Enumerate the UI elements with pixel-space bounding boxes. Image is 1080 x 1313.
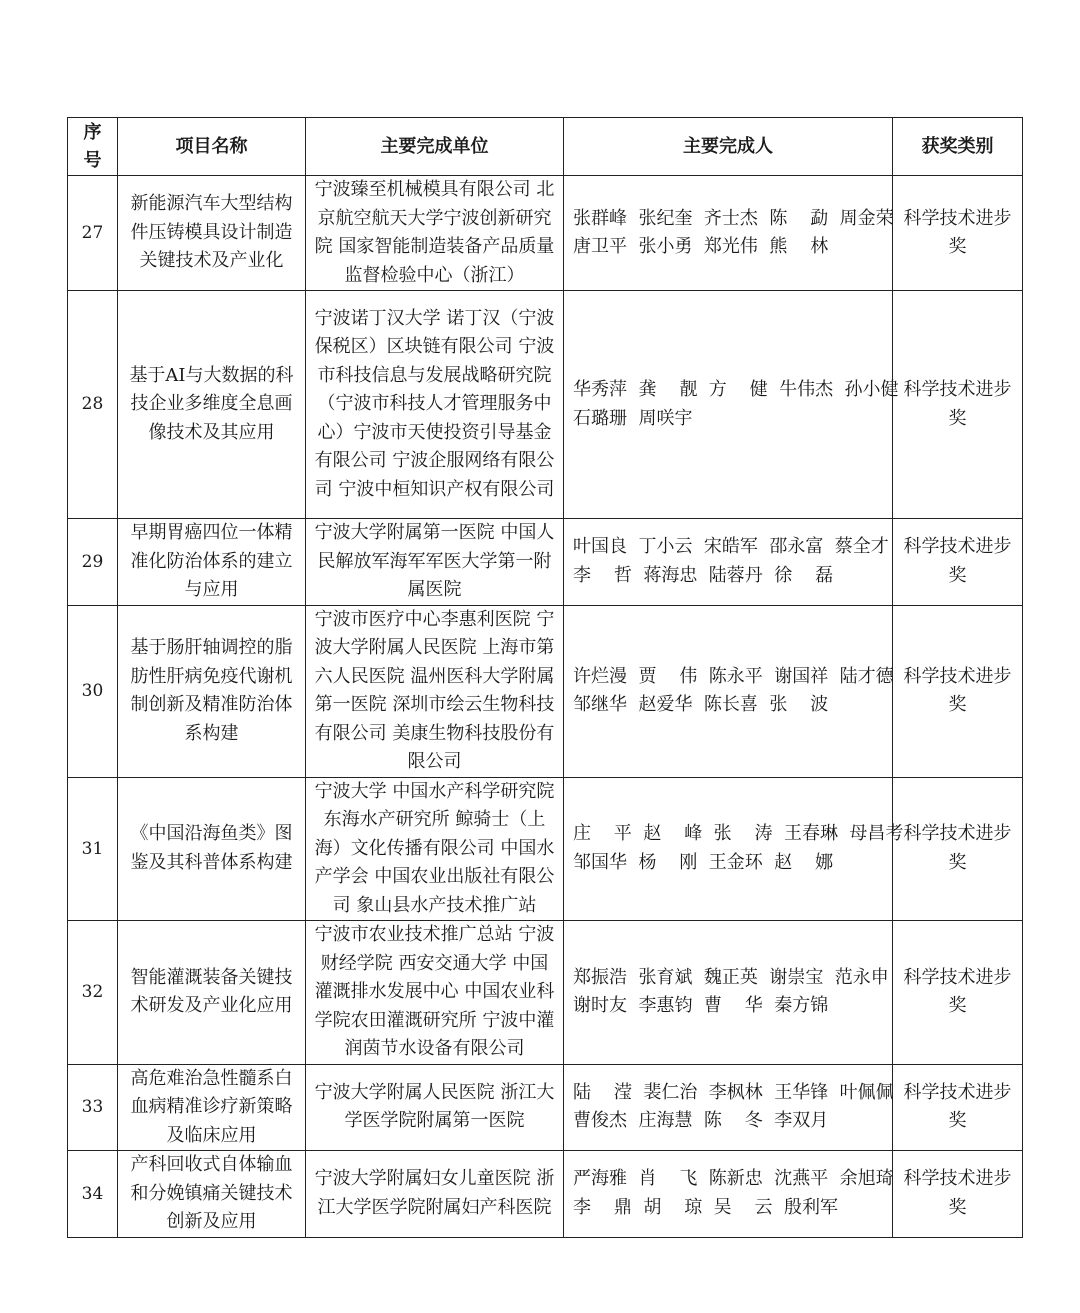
people-line: 庄 平 赵 峰 张 涛 王春琳 母昌考 bbox=[573, 823, 904, 845]
row-project-name: 早期胃癌四位一体精准化防治体系的建立与应用 bbox=[118, 519, 306, 606]
row-seq: 32 bbox=[68, 921, 118, 1065]
table-row bbox=[68, 519, 1023, 606]
row-units: 宁波市医疗中心李惠利医院 宁波大学附属人民医院 上海市第六人民医院 温州医科大学附属第一医院 深圳市绘云生物科技有限公司 美康生物科技股份有限公司 bbox=[306, 605, 564, 777]
row-seq: 27 bbox=[68, 176, 118, 291]
row-units: 宁波大学附属人民医院 浙江大学医学院附属第一医院 bbox=[306, 1064, 564, 1151]
row-category: 科学技术进步奖 bbox=[893, 605, 1023, 777]
header-category: 获奖类别 bbox=[893, 118, 1023, 176]
row-project-name: 智能灌溉装备关键技术研发及产业化应用 bbox=[118, 921, 306, 1065]
row-seq: 29 bbox=[68, 519, 118, 606]
people-line: 邹国华 杨 刚 王金环 赵 娜 bbox=[573, 851, 834, 873]
award-table bbox=[67, 117, 1023, 1238]
people-line: 华秀萍 龚 靓 方 健 牛伟杰 孙小健 bbox=[573, 379, 899, 400]
people-line: 邹继华 赵爱华 陈长喜 张 波 bbox=[573, 694, 829, 715]
row-people bbox=[564, 176, 893, 291]
row-category: 科学技术进步奖 bbox=[893, 519, 1023, 606]
row-seq: 33 bbox=[68, 1064, 118, 1151]
table-row bbox=[68, 605, 1023, 777]
header-project-name: 项目名称 bbox=[118, 118, 306, 176]
people-line: 李 哲 蒋海忠 陆蓉丹 徐 磊 bbox=[573, 564, 834, 586]
people-line: 郑振浩 张育斌 魏正英 谢崇宝 范永申 bbox=[573, 966, 889, 988]
row-units: 宁波市农业技术推广总站 宁波财经学院 西安交通大学 中国灌溉排水发展中心 中国农业科学院农田灌溉研究所 宁波中灌润茵节水设备有限公司 bbox=[306, 921, 564, 1065]
table-row bbox=[68, 921, 1023, 1065]
row-category: 科学技术进步奖 bbox=[893, 777, 1023, 921]
row-units: 宁波臻至机械模具有限公司 北京航空航天大学宁波创新研究院 国家智能制造装备产品质量监督检验中心（浙江） bbox=[306, 176, 564, 291]
row-seq: 28 bbox=[68, 291, 118, 519]
row-people bbox=[564, 519, 893, 606]
people-line: 谢时友 李惠钧 曹 华 秦方锦 bbox=[573, 995, 829, 1017]
row-people bbox=[564, 291, 899, 519]
row-seq: 31 bbox=[68, 777, 118, 921]
row-category: 科学技术进步奖 bbox=[893, 291, 1023, 519]
people-line: 张群峰 张纪奎 齐士杰 陈 勐 周金荣 bbox=[573, 207, 894, 229]
row-project-name: 基于肠肝轴调控的脂肪性肝病免疫代谢机制创新及精准防治体系构建 bbox=[118, 605, 306, 777]
header-people: 主要完成人 bbox=[564, 118, 893, 176]
row-category: 科学技术进步奖 bbox=[893, 921, 1023, 1065]
people-line: 叶国良 丁小云 宋皓军 邵永富 蔡全才 bbox=[573, 536, 889, 558]
row-units: 宁波诺丁汉大学 诺丁汉（宁波保税区）区块链有限公司 宁波市科技信息与发展战略研究院（宁波市科技人才管理服务中心）宁波市天使投资引导基金有限公司 宁波企服网络有限公司 宁波中桓知识产权有限公司 bbox=[306, 291, 564, 519]
table-row bbox=[68, 176, 1023, 291]
row-units: 宁波大学 中国水产科学研究院东海水产研究所 鲸骑士（上海）文化传播有限公司 中国水产学会 中国农业出版社有限公司 象山县水产技术推广站 bbox=[306, 777, 564, 921]
table-row bbox=[68, 1151, 1023, 1238]
row-people bbox=[564, 1151, 893, 1238]
people-line: 唐卫平 张小勇 郑光伟 熊 林 bbox=[573, 236, 829, 257]
row-units: 宁波大学附属第一医院 中国人民解放军海军军医大学第一附属医院 bbox=[306, 519, 564, 606]
row-category: 科学技术进步奖 bbox=[893, 176, 1023, 291]
row-project-name: 《中国沿海鱼类》图鉴及其科普体系构建 bbox=[118, 777, 306, 921]
row-units: 宁波大学附属妇女儿童医院 浙江大学医学院附属妇产科医院 bbox=[306, 1151, 564, 1238]
table-row bbox=[68, 1064, 1023, 1151]
people-line: 石璐珊 周咲宇 bbox=[573, 407, 693, 429]
row-project-name: 基于AI与大数据的科技企业多维度全息画像技术及其应用 bbox=[118, 291, 306, 519]
row-people bbox=[564, 777, 904, 921]
row-project-name: 高危难治急性髓系白血病精准诊疗新策略及临床应用 bbox=[118, 1064, 306, 1151]
row-category: 科学技术进步奖 bbox=[893, 1151, 1023, 1238]
header-seq: 序号 bbox=[68, 118, 118, 176]
people-line: 严海雅 肖 飞 陈新忠 沈燕平 余旭琦 bbox=[573, 1168, 894, 1190]
row-seq: 34 bbox=[68, 1151, 118, 1238]
row-project-name: 新能源汽车大型结构件压铸模具设计制造关键技术及产业化 bbox=[118, 176, 306, 291]
row-category: 科学技术进步奖 bbox=[893, 1064, 1023, 1151]
row-seq: 30 bbox=[68, 605, 118, 777]
header-units: 主要完成单位 bbox=[306, 118, 564, 176]
people-line: 许烂漫 贾 伟 陈永平 谢国祥 陆才德 bbox=[573, 665, 894, 687]
row-people bbox=[564, 605, 893, 777]
table-row bbox=[68, 777, 1023, 921]
header-row bbox=[68, 118, 1023, 176]
row-project-name: 产科回收式自体输血和分娩镇痛关键技术创新及应用 bbox=[118, 1151, 306, 1238]
row-people bbox=[564, 921, 893, 1065]
row-people bbox=[564, 1064, 893, 1151]
table-row bbox=[68, 291, 1023, 519]
people-line: 陆 滢 裴仁治 李枫林 王华锋 叶佩佩 bbox=[573, 1081, 894, 1103]
people-line: 曹俊杰 庄海慧 陈 冬 李双月 bbox=[573, 1110, 829, 1132]
people-line: 李 鼎 胡 琼 吴 云 殷利军 bbox=[573, 1196, 838, 1218]
